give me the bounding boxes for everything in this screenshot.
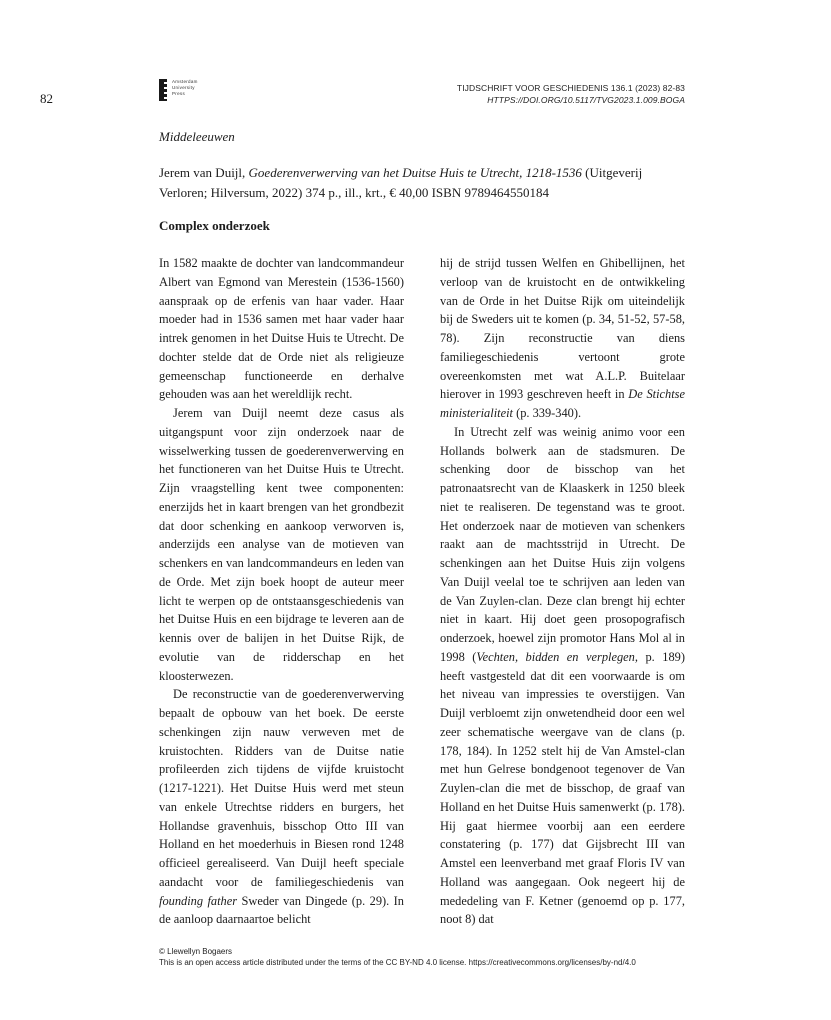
emphasis-text: De Stichtse ministerialiteit (440, 387, 685, 420)
page-number: 82 (40, 91, 53, 106)
emphasis-text: founding father (159, 893, 238, 908)
paragraph (440, 254, 685, 423)
right-column (440, 254, 685, 929)
citation-author: Jerem van Duijl, (159, 165, 249, 180)
license-notice: This is an open access article distributed under the terms of the CC BY-ND 4.0 license. https://creativecommons.org/licenses/by-nd/4.0 (159, 958, 636, 967)
publisher-name (172, 79, 198, 97)
paragraph (159, 685, 404, 929)
left-column (159, 254, 404, 929)
paragraph-text: (p. 339-340). (512, 406, 582, 420)
publisher-logo (159, 79, 198, 101)
paragraph-text: hij de strijd tussen Welfen en Ghibellijnen, het verloop van de kruistocht en de ontwikkeling van de Orde in het Duitse Rijk om uiteindelijk bij de Sweders uit te komen (p. 34, 51-52, 57-58, 78). Zijn reconstructie van diens familiegeschiedenis vertoont grote overeenkomsten met wat A.L.P. Buitelaar hierover in 1993 geschreven heeft in (440, 256, 685, 402)
paragraph: Jerem van Duijl neemt deze casus als uitgangspunt voor zijn onderzoek naar de wisselwerking tussen de goederenverwerving en het functioneren van het Duitse Huis te Utrecht. Zijn vraagstelling kent twee componenten: enerzijds het in kaart brengen van het grondbezit dat door schenking en aankoop verworven is, anderzijds een analyse van de motieven van schenkers en van landcommandeurs en leden van de Orde. Met zijn boek hoopt de auteur meer licht te werpen op de ontstaansgeschiedenis van het Duitse Huis en een bijdrage te leveren aan de kennis over de balijen in het Duitse Rijk, de evolutie van de ridderschap en het kloosterwezen. (159, 406, 404, 683)
citation-title: Goederenverwerving van het Duitse Huis te Utrecht, 1218-1536 (248, 165, 582, 180)
amsterdam-university-press-logo-icon (159, 79, 167, 101)
citation-details: (Uitgeverij Verloren; Hilversum, 2022) 374 p., ill., krt., € 40,00 ISBN 9789464550184 (159, 165, 643, 200)
journal-header (457, 82, 685, 106)
emphasis-text: Vechten, bidden en verplegen, (476, 649, 638, 664)
journal-citation: TIJDSCHRIFT VOOR GESCHIEDENIS 136.1 (2023) 82-83 (456, 83, 685, 93)
paragraph-text: De reconstructie van de goederenverwerving bepaalt de opbouw van het boek. De eerste schenkingen zijn nauw verweven met de kruistochten. Ridders van de Duitse natie profileerden zich tijdens de vijfde kruistocht (1217-1221). Het Duitse Huis werd met steun van enkele Utrechtse ridders en burgers, het Hollandse gravenhuis, bisschop Otto III van Holland en het moederhuis in Biesen rond 1248 officieel gerealiseerd. Van Duijl heeft speciale aandacht voor de familiegeschiedenis van (159, 687, 404, 889)
book-citation (159, 163, 684, 203)
publisher-line-1: Amsterdam (172, 79, 198, 84)
doi-link[interactable]: HTTPS://DOI.ORG/10.5117/TVG2023.1.009.BOGA (487, 95, 685, 105)
paragraph-text: p. 189) heeft vastgesteld dat dit een voorwaarde is om het niveau van impressies te overstijgen. Van Duijl verbloemt zijn onwetendheid door een wel zeer schematische weergave van de clans (p. 178, 184). In 1252 stelt hij de Van Amstel-clan met hun Gelrese bondgenoot tegenover de Van Zuylen-clan die met de bisschop, de graaf van Holland en het Duitse Huis samenwerkt (p. 178). Hij gaat hiermee voorbij aan een eerdere constatering (p. 177) dat Gijsbrecht III van Amstel een leenverband met graaf Floris IV van Holland was aangegaan. Ook negeert hij de mededeling van F. Ketner (genoemd op p. 177, noot 8) dat (440, 649, 685, 927)
paragraph-text: Sweder van Dingede (p. 29). In de aanloop daarnaartoe belicht (159, 893, 404, 927)
paragraph-text: In Utrecht zelf was weinig animo voor een Hollands bolwerk aan de stadsmuren. De schenking door de bisschop van het patronaatsrecht van de Klaaskerk in 1250 bleek niet te realiseren. De tegenstand was te groot. Het onderzoek naar de motieven van schenkers raakt aan de machtsstrijd in Utrecht. De schenkingen aan het Duitse Huis zijn volgens Van Duijl veelal toe te schrijven aan leden van de Van Zuylen-clan. Deze clan brengt hij echter niet in kaart. Hij doet geen prosopografisch onderzoek, hoewel zijn promotor Hans Mol al in 1998 ( (440, 424, 685, 664)
paragraph: In 1582 maakte de dochter van landcommandeur Albert van Egmond van Merestein (1536-1560) aanspraak op de erfenis van haar vader. Haar moeder had in 1536 samen met haar vader haar intrek genomen in het Duitse Huis te Utrecht. De dochter stelde dat de Orde niet als religieuze gemeenschap functioneerde en derhalve gehouden was aan het wereldlijk recht. (159, 256, 404, 402)
copyright-notice: © Llewellyn Bogaers (159, 947, 233, 956)
footer (159, 946, 636, 968)
section-label: Middeleeuwen (159, 129, 235, 144)
paragraph (440, 423, 685, 929)
review-title: Complex onderzoek (159, 218, 270, 233)
publisher-line-2: University (172, 85, 195, 90)
publisher-line-3: Press (172, 91, 186, 96)
